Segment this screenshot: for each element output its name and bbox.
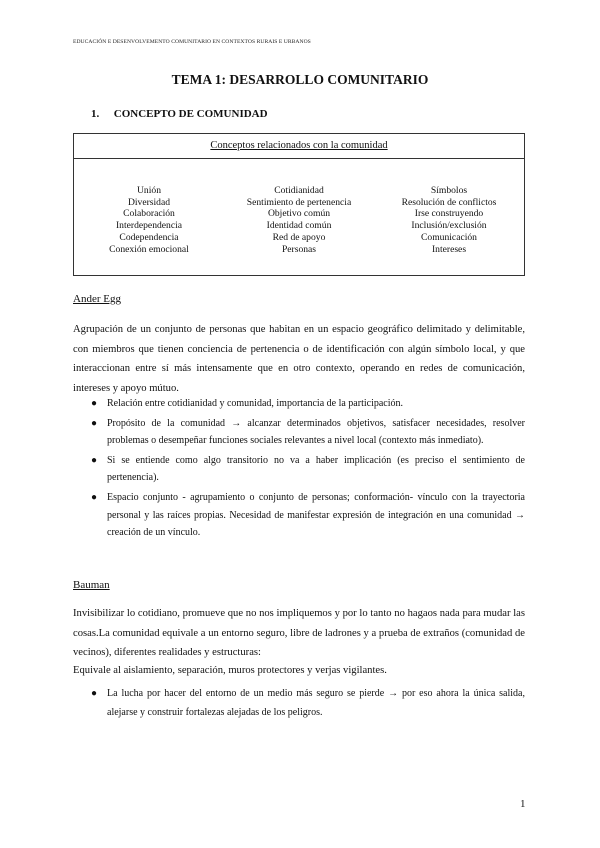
concept-item: Cotidianidad <box>274 185 324 196</box>
concept-item: Interdependencia <box>115 220 183 232</box>
concept-item: Sentimiento de pertenencia <box>246 196 352 208</box>
bauman-paragraph: Invisibilizar lo cotidiano, promueve que no nos impliquemos y por lo tanto no hagaos nada para mudar las cosas.La comunidad equivale a un entorno seguro, libre de ladrones y a prueba de extraños (comunidad de vecinos), diferentes realidades y estructuras: <box>73 608 525 659</box>
concept-item: Resolución de conflictos <box>401 196 497 208</box>
list-item-text: La lucha por hacer del entorno de un medio más seguro se pierde → por eso ahora la única salida, alejarse y construir fortalezas alejadas de los peligros. <box>107 688 525 718</box>
concept-item: Intereses <box>431 243 467 255</box>
section-heading <box>91 108 268 120</box>
list-item <box>73 452 525 487</box>
page-number: 1 <box>520 798 526 810</box>
bullet-icon: ● <box>91 398 98 409</box>
list-item <box>73 489 525 542</box>
concepts-box-header <box>74 134 524 159</box>
list-item-text: Relación entre cotidianidad y comunidad, importancia de la participación. <box>107 398 404 409</box>
concept-item: Objetivo común <box>267 208 331 220</box>
concepts-box-title: Conceptos relacionados con la comunidad <box>210 140 388 151</box>
bauman-heading: Bauman <box>73 579 110 591</box>
list-item <box>73 395 525 413</box>
list-item-text: Si se entiende como algo transitorio no va a haber implicación (es preciso el sentimiento de pertenencia). <box>107 454 525 484</box>
list-item-text: Propósito de la comunidad → alcanzar determinados objetivos, satisfacer necesidades, resolver problemas o desempeñar funciones sociales relevantes a nivel local (contexto más inmediato). <box>107 417 525 447</box>
concept-item: Diversidad <box>127 196 171 208</box>
concept-item: Colaboración <box>123 208 175 220</box>
concepts-column-1 <box>74 185 224 255</box>
ander-egg-heading: Ander Egg <box>73 293 121 305</box>
chapter-title: TEMA 1: DESARROLLO COMUNITARIO <box>171 72 429 87</box>
list-item <box>73 684 525 722</box>
ander-egg-bullet-list <box>73 395 525 542</box>
bauman-bullet-list <box>73 684 525 722</box>
bullet-icon: ● <box>91 491 98 503</box>
concept-item: Red de apoyo <box>272 231 326 243</box>
bauman-line: Equivale al aislamiento, separación, muros protectores y verjas vigilantes. <box>73 665 387 676</box>
concept-item: Comunicación <box>421 231 477 243</box>
list-item-text: Espacio conjunto - agrupamiento o conjunto de personas; conformación- vínculo con la trayectoria personal y las raíces propias. Necesidad de manifestar expresión de integración en una comunidad → creación de un vínculo. <box>107 491 525 539</box>
concept-item: Unión <box>137 185 161 196</box>
concept-item: Irse construyendo <box>414 208 484 220</box>
running-header: EDUCACIÓN E DESENVOLVEMENTO COMUNITARIO EN CONTEXTOS RURAIS E URBANOS <box>73 39 311 45</box>
concepts-columns <box>74 185 524 255</box>
list-item <box>73 415 525 450</box>
concepts-column-2 <box>224 185 374 255</box>
bullet-icon: ● <box>91 454 98 466</box>
concept-item: Conexión emocional <box>109 243 189 255</box>
ander-egg-paragraph: Agrupación de un conjunto de personas que habitan en un espacio geográfico delimitado y delimitable, con miembros que tienen conciencia de pertenencia o de identificación con algún símbolo local, y que interaccionan entre sí más intensamente que en otro contexto, operando en redes de comunicación, intereses y apoyo mútuo. <box>73 324 525 394</box>
bullet-icon: ● <box>91 688 98 699</box>
concept-item: Personas <box>281 243 317 255</box>
concept-item: Codependencia <box>119 231 179 243</box>
section-label: CONCEPTO DE COMUNIDAD <box>113 108 268 120</box>
concept-item: Identidad común <box>266 220 332 232</box>
concepts-column-3 <box>374 185 524 255</box>
concepts-box <box>73 133 525 276</box>
concept-item: Símbolos <box>430 185 468 196</box>
bullet-icon: ● <box>91 417 98 429</box>
section-number: 1. <box>91 108 100 120</box>
concept-item: Inclusión/exclusión <box>411 220 487 232</box>
